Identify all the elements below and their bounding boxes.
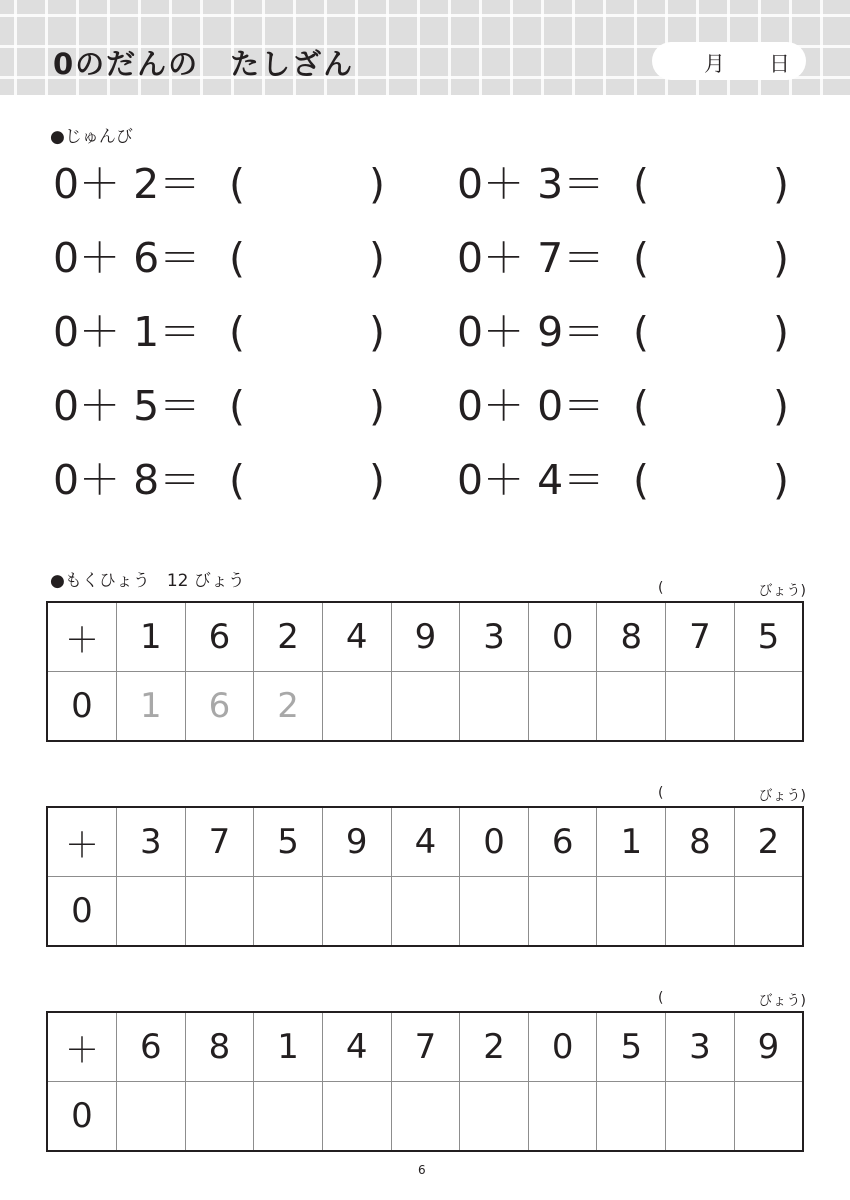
number-cell: 8 — [666, 807, 735, 877]
answer-cell[interactable]: 6 — [185, 672, 254, 742]
time-open-paren: ( — [658, 580, 664, 596]
number-cell: 0 — [528, 602, 597, 672]
answer-close-paren: ) — [773, 456, 789, 504]
answer-cell[interactable] — [734, 1082, 803, 1152]
warmup-equation — [53, 302, 393, 362]
row-label: 0 — [47, 672, 117, 742]
equation-expression: 0＋ 4＝ — [457, 456, 605, 504]
answer-cell[interactable]: 1 — [117, 672, 186, 742]
answer-open-paren: ( — [229, 308, 245, 356]
warmup-equation — [457, 376, 797, 436]
answer-open-paren: ( — [633, 234, 649, 282]
answer-row — [47, 1082, 803, 1152]
number-cell: 3 — [666, 1012, 735, 1082]
number-row — [47, 602, 803, 672]
number-cell: 3 — [117, 807, 186, 877]
number-cell: 1 — [254, 1012, 323, 1082]
number-cell: 6 — [528, 807, 597, 877]
number-cell: 5 — [254, 807, 323, 877]
answer-cell[interactable] — [322, 672, 391, 742]
time-record-field[interactable] — [658, 785, 806, 803]
answer-cell[interactable] — [460, 1082, 529, 1152]
answer-cell[interactable] — [597, 877, 666, 947]
answer-close-paren: ) — [773, 234, 789, 282]
number-cell: 4 — [322, 602, 391, 672]
equation-expression: 0＋ 1＝ — [53, 308, 201, 356]
answer-open-paren: ( — [633, 382, 649, 430]
answer-cell[interactable] — [391, 877, 460, 947]
time-record-field[interactable] — [658, 580, 806, 598]
answer-cell[interactable] — [666, 672, 735, 742]
answer-cell[interactable] — [117, 1082, 186, 1152]
warmup-equation — [53, 450, 393, 510]
number-cell: 2 — [734, 807, 803, 877]
answer-close-paren: ) — [369, 456, 385, 504]
answer-row — [47, 672, 803, 742]
number-cell: 2 — [254, 602, 323, 672]
warmup-equation — [457, 302, 797, 362]
plus-sign: ＋ — [47, 602, 117, 672]
answer-cell[interactable] — [391, 1082, 460, 1152]
number-cell: 6 — [117, 1012, 186, 1082]
number-cell: 4 — [322, 1012, 391, 1082]
answer-cell[interactable] — [322, 877, 391, 947]
number-cell: 2 — [460, 1012, 529, 1082]
answer-cell[interactable] — [528, 672, 597, 742]
number-cell: 5 — [734, 602, 803, 672]
answer-cell[interactable] — [460, 877, 529, 947]
number-cell: 0 — [460, 807, 529, 877]
equation-expression: 0＋ 0＝ — [457, 382, 605, 430]
equation-expression: 0＋ 3＝ — [457, 160, 605, 208]
equation-expression: 0＋ 9＝ — [457, 308, 605, 356]
warmup-equation — [53, 154, 393, 214]
number-row — [47, 807, 803, 877]
answer-cell[interactable] — [254, 877, 323, 947]
page-number: 6 — [418, 1163, 426, 1177]
row-label: 0 — [47, 1082, 117, 1152]
answer-cell[interactable]: 2 — [254, 672, 323, 742]
warmup-equation — [457, 228, 797, 288]
number-row — [47, 1012, 803, 1082]
number-cell: 6 — [185, 602, 254, 672]
equation-expression: 0＋ 8＝ — [53, 456, 201, 504]
number-cell: 4 — [391, 807, 460, 877]
answer-close-paren: ) — [369, 308, 385, 356]
answer-cell[interactable] — [666, 1082, 735, 1152]
answer-open-paren: ( — [633, 456, 649, 504]
number-cell: 7 — [666, 602, 735, 672]
time-open-paren: ( — [658, 990, 664, 1006]
number-cell: 3 — [460, 602, 529, 672]
number-cell: 9 — [391, 602, 460, 672]
date-day-label: 日 — [769, 52, 790, 76]
answer-open-paren: ( — [633, 160, 649, 208]
time-open-paren: ( — [658, 785, 664, 801]
answer-cell[interactable] — [666, 877, 735, 947]
answer-close-paren: ) — [369, 382, 385, 430]
number-cell: 0 — [528, 1012, 597, 1082]
equation-expression: 0＋ 5＝ — [53, 382, 201, 430]
time-unit-label: びょう) — [758, 583, 806, 599]
row-label: 0 — [47, 877, 117, 947]
number-cell: 8 — [185, 1012, 254, 1082]
answer-cell[interactable] — [322, 1082, 391, 1152]
number-cell: 7 — [185, 807, 254, 877]
equation-expression: 0＋ 6＝ — [53, 234, 201, 282]
warmup-equation — [457, 450, 797, 510]
number-cell: 8 — [597, 602, 666, 672]
addition-drill-table — [46, 1011, 804, 1152]
number-cell: 9 — [322, 807, 391, 877]
addition-drill-table — [46, 601, 804, 742]
answer-cell[interactable] — [460, 672, 529, 742]
warmup-equation — [53, 376, 393, 436]
warmup-section-label: ●じゅんび — [50, 127, 133, 147]
answer-cell[interactable] — [734, 672, 803, 742]
equation-expression: 0＋ 7＝ — [457, 234, 605, 282]
answer-cell[interactable] — [734, 877, 803, 947]
answer-open-paren: ( — [229, 382, 245, 430]
answer-cell[interactable] — [117, 877, 186, 947]
number-cell: 1 — [597, 807, 666, 877]
answer-cell[interactable] — [528, 877, 597, 947]
time-unit-label: びょう) — [758, 993, 806, 1009]
answer-cell[interactable] — [528, 1082, 597, 1152]
answer-open-paren: ( — [229, 160, 245, 208]
answer-cell[interactable] — [185, 1082, 254, 1152]
answer-open-paren: ( — [229, 234, 245, 282]
answer-row — [47, 877, 803, 947]
equation-expression: 0＋ 2＝ — [53, 160, 201, 208]
answer-close-paren: ) — [773, 308, 789, 356]
plus-sign: ＋ — [47, 807, 117, 877]
drill-section-label: ●もくひょう 12 びょう — [50, 571, 245, 591]
number-cell: 5 — [597, 1012, 666, 1082]
number-cell: 9 — [734, 1012, 803, 1082]
page-title: 0のだんの たしざん — [53, 47, 355, 81]
answer-close-paren: ) — [773, 160, 789, 208]
plus-sign: ＋ — [47, 1012, 117, 1082]
warmup-equation — [457, 154, 797, 214]
date-month-label: 月 — [704, 52, 725, 76]
number-cell: 1 — [117, 602, 186, 672]
answer-cell[interactable] — [185, 877, 254, 947]
answer-cell[interactable] — [391, 672, 460, 742]
answer-cell[interactable] — [597, 1082, 666, 1152]
addition-drill-table — [46, 806, 804, 947]
answer-cell[interactable] — [597, 672, 666, 742]
answer-cell[interactable] — [254, 1082, 323, 1152]
answer-close-paren: ) — [773, 382, 789, 430]
warmup-equation — [53, 228, 393, 288]
answer-open-paren: ( — [633, 308, 649, 356]
answer-close-paren: ) — [369, 234, 385, 282]
number-cell: 7 — [391, 1012, 460, 1082]
time-unit-label: びょう) — [758, 788, 806, 804]
answer-close-paren: ) — [369, 160, 385, 208]
answer-open-paren: ( — [229, 456, 245, 504]
time-record-field[interactable] — [658, 990, 806, 1008]
